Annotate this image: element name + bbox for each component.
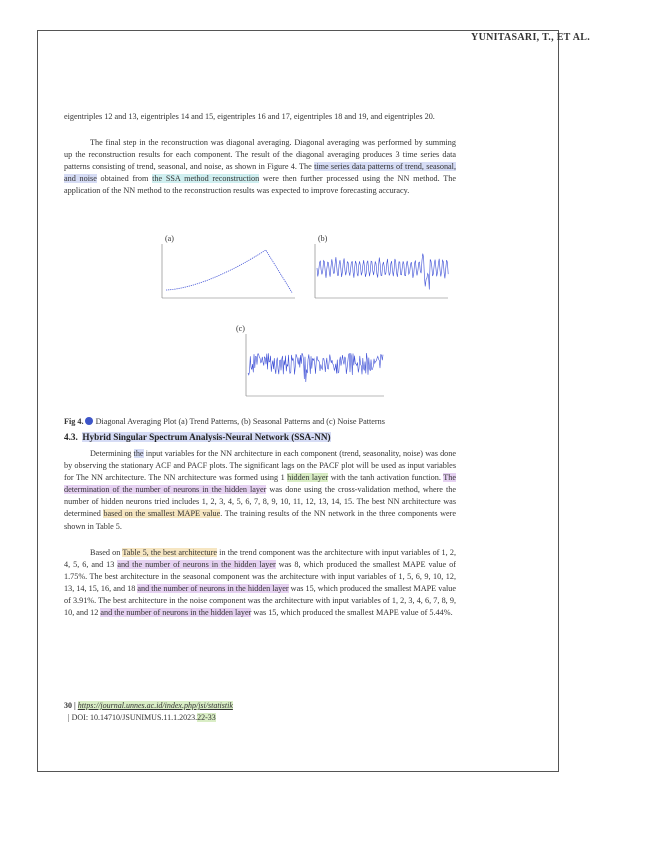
para3-text-i: . The training results of the NN network in the three components were shown in Table 5. bbox=[64, 509, 457, 531]
para4-text-i: was 15, which produced the smallest MAPE value of 5.44%. bbox=[251, 608, 453, 618]
para4-highlight-table5[interactable]: Table 5, the best architecture bbox=[122, 548, 218, 557]
noise-series bbox=[248, 353, 383, 382]
footer-journal-link[interactable]: https://journal.unnes.ac.id/index.php/jsi/statistik bbox=[77, 701, 233, 710]
para3-text-g: was done using the cross-validation method, where the number of hidden neurons tried includes 1, 2, 3, 4, 5, 6, 7, 8, 9, 10, 11, 12, 13, 14, 15. The best NN architecture was determined bbox=[64, 485, 456, 519]
para4-highlight-neurons-3[interactable]: and the number of neurons in the hidden layer bbox=[100, 608, 252, 618]
section-title[interactable]: Hybrid Singular Spectrum Analysis-Neural Network (SSA-NN) bbox=[82, 432, 331, 442]
footer-doi-pages[interactable]: 22-33 bbox=[197, 713, 216, 722]
figure-caption bbox=[64, 417, 464, 426]
paragraph-input-variables bbox=[64, 448, 456, 533]
panel-a-label: (a) bbox=[165, 234, 174, 243]
para2-highlight-ssa[interactable]: the SSA method reconstruction bbox=[152, 174, 260, 184]
para2-text-e: were then further processed using the NN method. The application of the NN method to the reconstruction results was expected to improve forecasting accuracy. bbox=[64, 174, 456, 196]
para2-text-a: The final step in the reconstruction was diagonal averaging. Diagonal averaging was performed by summing up the reconstruction results for each component. The result of the diagonal averaging produces 3 time series data patterns consisting of trend, seasonal, and noise, as shown in Figure 4. The bbox=[64, 138, 456, 172]
para2-text-c: obtained from bbox=[96, 174, 153, 184]
seasonal-series bbox=[317, 254, 448, 290]
para4-text-c: in the trend component was the architecture with input variables of 1, 2, 4, 5, 6, and 13 bbox=[64, 548, 456, 570]
seasonal-plot bbox=[293, 240, 453, 312]
section-number: 4.3. bbox=[64, 432, 78, 442]
caption-prefix: Fig 4. bbox=[64, 417, 84, 426]
para2-highlight-time-series[interactable]: time series data patterns of trend, seasonal, and noise bbox=[64, 162, 456, 184]
caption-text: Diagonal Averaging Plot (a) Trend Patterns, (b) Seasonal Patterns and (c) Noise Patterns bbox=[93, 417, 385, 426]
para4-highlight-neurons-1[interactable]: and the number of neurons in the hidden layer bbox=[117, 560, 276, 570]
section-heading bbox=[64, 432, 331, 442]
page-footer bbox=[64, 700, 233, 724]
para3-text-a: Determining bbox=[90, 449, 134, 458]
para1-text: eigentriples 12 and 13, eigentriples 14 and 15, eigentriples 16 and 17, eigentriples 18 and 19, and eigentriples 20. bbox=[64, 112, 435, 121]
para3-highlight-hidden-layer[interactable]: hidden layer bbox=[287, 473, 329, 483]
panel-c-label: (c) bbox=[236, 324, 245, 333]
panel-b-label: (b) bbox=[318, 234, 328, 243]
noise-plot bbox=[224, 330, 389, 408]
para4-text-g: was 15, which produced the smallest MAPE value of 3.91%. The best architecture in the noise component was the architecture with input variables of 1, 2, 3, 4, 6, 7, 8, 9, 10, and 12 bbox=[64, 584, 456, 618]
annotation-marker-icon[interactable] bbox=[85, 417, 93, 425]
para3-highlight-the[interactable]: the bbox=[133, 449, 144, 458]
para3-text-c: input variables for the NN architecture in each component (trend, seasonality, noise) was done by observing the stationary ACF and PACF plots. The significant lags on the PACF plot will be used as input variables for The NN architecture. The NN architecture was formed using 1 bbox=[64, 449, 456, 483]
trend-plot bbox=[140, 240, 300, 312]
para3-highlight-mape[interactable]: based on the smallest MAPE value bbox=[103, 509, 221, 519]
para4-text-e: was 8, which produced the smallest MAPE value of 1.75%. The best architecture in the seasonal component was the architecture with input variables of 1, 5, 6, 9, 10, 12, 13, 14, 15, 16, and 18 bbox=[64, 560, 456, 594]
footer-doi-prefix: | DOI: 10.14710/JSUNIMUS.11.1.2023. bbox=[68, 713, 198, 722]
trend-series bbox=[166, 250, 292, 293]
paragraph-eigentriples bbox=[64, 111, 456, 123]
paragraph-best-architecture bbox=[64, 547, 456, 620]
para3-highlight-neurons[interactable]: The determination of the number of neurons in the hidden layer bbox=[64, 473, 456, 495]
paragraph-diagonal-averaging bbox=[64, 137, 456, 197]
para4-text-a: Based on bbox=[90, 548, 123, 557]
para4-highlight-neurons-2[interactable]: and the number of neurons in the hidden layer bbox=[137, 584, 289, 594]
para3-text-e: with the tanh activation function. bbox=[328, 473, 444, 483]
footer-page-number: 30 | bbox=[64, 701, 76, 710]
running-head: YUNITASARI, T., ET AL. bbox=[471, 32, 590, 43]
